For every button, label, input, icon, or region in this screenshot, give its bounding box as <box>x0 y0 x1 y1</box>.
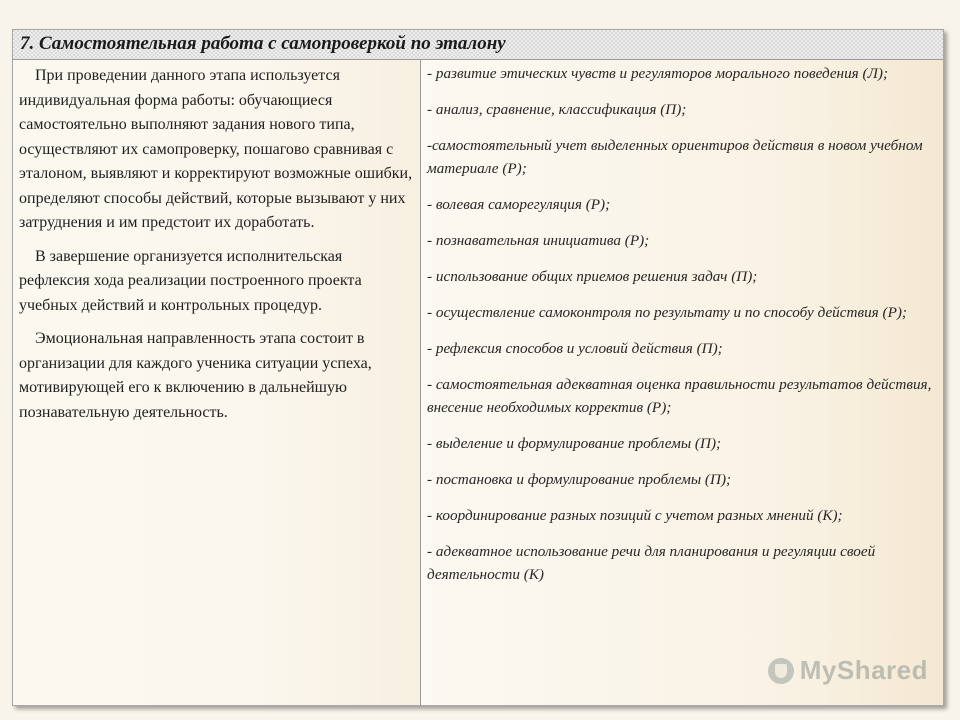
right-column <box>421 60 943 705</box>
left-paragraph: При проведении данного этапа используется индивидуальная форма работы: обучающиеся самостоятельно выполняют задания нового типа, осуществляют их самопроверку, пошагово сравнивая с эталоном, выявляют и корректируют возможные ошибки, определяют способы действий, которые вызывают у них затруднения и им предстоит их доработать. <box>19 67 413 231</box>
content-table <box>12 29 944 706</box>
list-item: - адекватное использование речи для планирования и регуляции своей деятельности (К) <box>427 543 876 583</box>
list-item: - познавательная инициатива (Р); <box>427 232 650 249</box>
myshared-logo-icon <box>768 658 794 684</box>
list-item: - координирование разных позиций с учетом разных мнений (К); <box>427 507 843 524</box>
table-header <box>13 30 943 60</box>
left-column <box>13 60 421 705</box>
list-item: - рефлексия способов и условий действия (П); <box>427 340 723 357</box>
list-item: - осуществление самоконтроля по результату и по способу действия (Р); <box>427 304 907 321</box>
list-item: - развитие этических чувств и регуляторов морального поведения (Л); <box>427 65 889 82</box>
list-item: - выделение и формулирование проблемы (П); <box>427 435 722 452</box>
list-item: - постановка и формулирование проблемы (П); <box>427 471 732 488</box>
list-item: - волевая саморегуляция (Р); <box>427 196 611 213</box>
list-item: -самостоятельный учет выделенных ориентиров действия в новом учебном материале (Р); <box>427 137 923 177</box>
watermark <box>768 655 928 686</box>
list-item: - использование общих приемов решения задач (П); <box>427 268 758 285</box>
left-paragraph: В завершение организуется исполнительская рефлексия хода реализации построенного проекта учебных действий и контрольных процедур. <box>19 247 362 314</box>
header-title: 7. Самостоятельная работа с самопроверкой по эталону <box>20 33 506 54</box>
left-paragraph: Эмоциональная направленность этапа состоит в организации для каждого ученика ситуации успеха, мотивирующей его к включению в дальнейшую познавательную деятельность. <box>19 330 372 421</box>
list-item: - анализ, сравнение, классификация (П); <box>427 101 687 118</box>
list-item: - самостоятельная адекватная оценка правильности результатов действия, внесение необходимых корректив (Р); <box>427 376 932 416</box>
watermark-text: MyShared <box>799 655 928 685</box>
